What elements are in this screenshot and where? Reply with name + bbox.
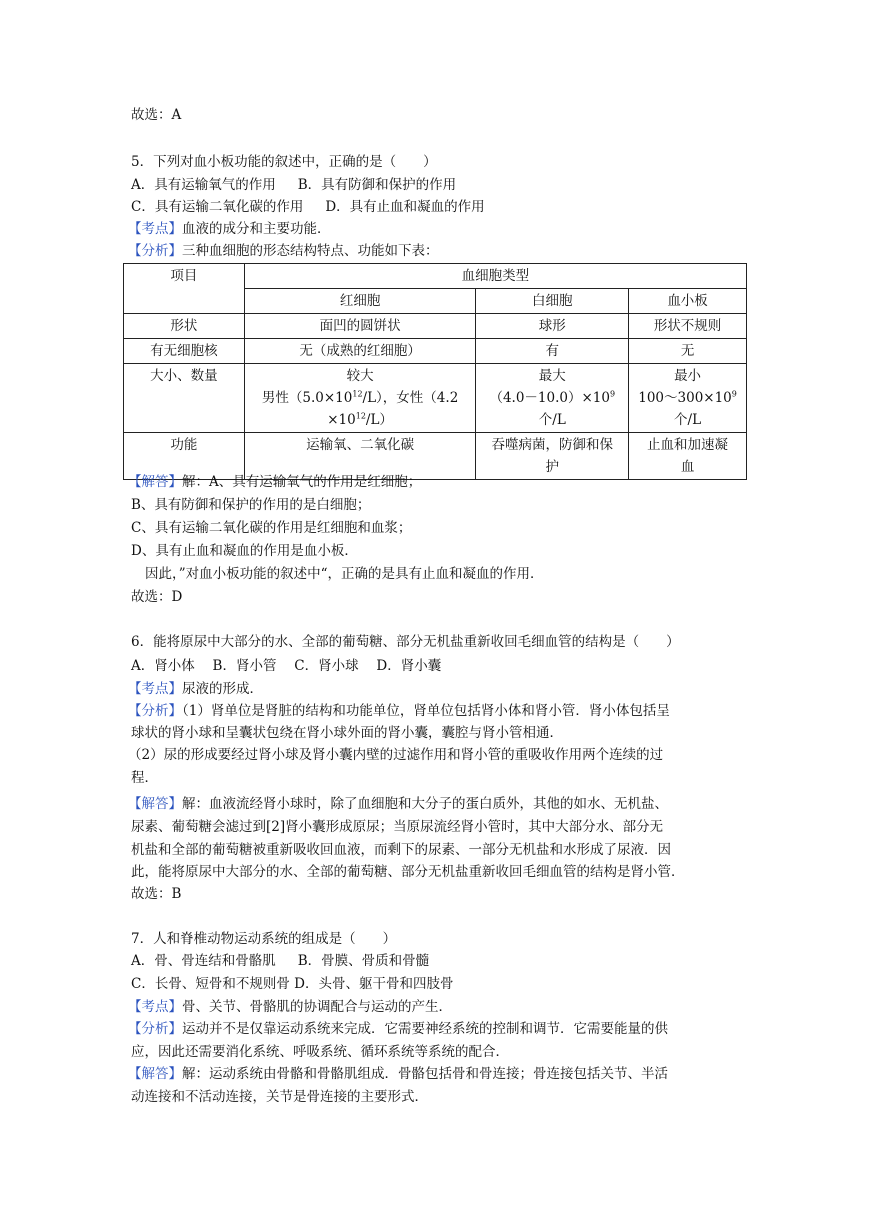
cell-line bbox=[478, 387, 626, 409]
kaodian-tag: 【考点】 bbox=[128, 999, 182, 1015]
q7-options-cd: C．长骨、短骨和不规则骨 D．头骨、躯干骨和四肢骨 bbox=[131, 976, 454, 992]
cell-text: 男性（5.0×10 bbox=[261, 390, 353, 406]
superscript: 9 bbox=[609, 389, 616, 399]
q6-jieda-line: 此，能将原尿中大部分的水、全部的葡萄糖、部分无机盐重新收回毛细血管的结构是肾小管． bbox=[131, 864, 685, 880]
q6-jieda-text: 解：血液流经肾小球时，除了血细胞和大分子的蛋白质外，其他的如水、无机盐、 bbox=[182, 796, 668, 812]
cell-line: 个/L bbox=[538, 412, 566, 428]
kaodian-tag: 【考点】 bbox=[128, 221, 182, 237]
table-header-item: 项目 bbox=[124, 264, 245, 314]
q6-answer: 故选：B bbox=[131, 886, 182, 902]
table-row bbox=[124, 264, 747, 289]
superscript: 12 bbox=[355, 411, 366, 421]
q6-jieda-line: 尿素、葡萄糖会滤过到[2]肾小囊形成原尿；当原尿流经肾小管时，其中大部分水、部分无 bbox=[131, 819, 664, 835]
cell-line: 最小 bbox=[674, 368, 702, 384]
q7-fenxi-text: 运动并不是仅靠运动系统来完成．它需要神经系统的控制和调节．它需要能量的供 bbox=[182, 1021, 668, 1037]
q7-jieda bbox=[128, 1064, 668, 1084]
jieda-tag: 【解答】 bbox=[128, 1066, 182, 1082]
q7-options-ab bbox=[131, 951, 429, 971]
cell-text: /L），女性（4.2 bbox=[362, 390, 459, 406]
q6-jieda bbox=[128, 794, 668, 814]
table-cell: 有无细胞核 bbox=[124, 339, 245, 364]
cell-text: （4.0－10.0）×10 bbox=[489, 390, 610, 406]
table-cell: 运输氧、二氧化碳 bbox=[244, 433, 476, 480]
jieda-tag: 【解答】 bbox=[128, 474, 182, 490]
q7-jieda-text: 解：运动系统由骨骼和骨骼肌组成．骨骼包括骨和骨连接；骨连接包括关节、半活 bbox=[182, 1066, 668, 1082]
q6-jieda-line: 机盐和全部的葡萄糖被重新吸收回血液，而剩下的尿素、一部分无机盐和水形成了尿液．因 bbox=[131, 842, 671, 858]
table-cell: 球形 bbox=[476, 314, 629, 339]
q5-jieda-text: 解：A、具有运输氧气的作用是红细胞； bbox=[182, 474, 422, 490]
q7-fenxi-line: 应，因此还需要消化系统、呼吸系统、循环系统等系统的配合． bbox=[131, 1044, 509, 1060]
q5-option-b: B．具有防御和保护的作用 bbox=[297, 177, 457, 193]
table-row bbox=[124, 339, 747, 364]
q5-option-a: A．具有运输氧气的作用 bbox=[131, 177, 276, 193]
cell-line: 护 bbox=[545, 459, 560, 475]
table-cell: 无（成熟的红细胞） bbox=[244, 339, 476, 364]
table-cell bbox=[629, 433, 747, 480]
cell-line bbox=[247, 409, 474, 431]
q6-stem: 6．能将原尿中大部分的水、全部的葡萄糖、部分无机盐重新收回毛细血管的结构是（ ） bbox=[131, 634, 680, 650]
q7-stem: 7．人和脊椎动物运动系统的组成是（ ） bbox=[131, 931, 397, 947]
table-header-rbc: 红细胞 bbox=[244, 289, 476, 314]
q7-option-a: A．骨、骨连结和骨骼肌 bbox=[131, 953, 276, 969]
cell-text: 100～300×10 bbox=[638, 390, 732, 406]
q5-kaodian bbox=[128, 219, 331, 239]
q5-fenxi-text: 三种血细胞的形态结构特点、功能如下表： bbox=[182, 243, 439, 259]
q5-jieda-line: C、具有运输二氧化碳的作用是红细胞和血浆； bbox=[131, 520, 412, 536]
table-cell bbox=[476, 433, 629, 480]
table-header-type: 血细胞类型 bbox=[244, 264, 746, 289]
q6-fenxi-line: 程． bbox=[131, 770, 158, 786]
table-header-plt: 血小板 bbox=[629, 289, 747, 314]
q5-kaodian-text: 血液的成分和主要功能． bbox=[182, 221, 331, 237]
jieda-tag: 【解答】 bbox=[128, 796, 182, 812]
fenxi-tag: 【分析】 bbox=[128, 703, 182, 719]
fenxi-tag: 【分析】 bbox=[128, 1021, 182, 1037]
blood-cell-table bbox=[123, 263, 747, 480]
table-header-wbc: 白细胞 bbox=[476, 289, 629, 314]
cell-text: ×10 bbox=[327, 412, 356, 428]
q5-jieda-line: D、具有止血和凝血的作用是血小板． bbox=[131, 543, 358, 559]
table-row bbox=[124, 314, 747, 339]
table-cell bbox=[476, 364, 629, 433]
table-row bbox=[124, 364, 747, 433]
q5-jieda-line: 因此，”对血小板功能的叙述中“，正确的是具有止血和凝血的作用． bbox=[145, 566, 544, 582]
q6-kaodian-text: 尿液的形成． bbox=[182, 681, 263, 697]
table-cell bbox=[629, 364, 747, 433]
q5-option-d: D．具有止血和凝血的作用 bbox=[325, 199, 485, 215]
q5-answer: 故选：D bbox=[131, 589, 183, 605]
q7-kaodian bbox=[128, 997, 452, 1017]
fenxi-tag: 【分析】 bbox=[128, 243, 182, 259]
q6-fenxi-line: （2）尿的形成要经过肾小球及肾小囊内壁的过滤作用和肾小管的重吸收作用两个连续的过 bbox=[128, 747, 664, 763]
cell-line: 止血和加速凝 bbox=[647, 437, 729, 453]
q6-fenxi-text: （1）肾单位是肾脏的结构和功能单位，肾单位包括肾小体和肾小管．肾小体包括呈 bbox=[182, 703, 670, 719]
q6-fenxi-line: 球状的肾小球和呈囊状包绕在肾小球外面的肾小囊，囊腔与肾小管相通． bbox=[131, 725, 563, 741]
q5-options-ab bbox=[131, 175, 456, 195]
cell-line bbox=[247, 387, 474, 409]
q7-fenxi bbox=[128, 1019, 668, 1039]
table-cell: 无 bbox=[629, 339, 747, 364]
q5-jieda bbox=[128, 472, 421, 492]
superscript: 12 bbox=[352, 389, 363, 399]
q5-fenxi bbox=[128, 241, 439, 261]
table-cell: 有 bbox=[476, 339, 629, 364]
q7-option-b: B．骨膜、骨质和骨髓 bbox=[297, 953, 430, 969]
table-cell: 形状不规则 bbox=[629, 314, 747, 339]
cell-line: 最大 bbox=[538, 368, 566, 384]
cell-line: 血 bbox=[680, 459, 695, 475]
q6-fenxi bbox=[128, 701, 670, 721]
cell-line: 吞噬病菌，防御和保 bbox=[491, 437, 614, 453]
q6-options: A．肾小体 B．肾小管 C．肾小球 D．肾小囊 bbox=[131, 658, 442, 674]
cell-line: 个/L bbox=[674, 412, 702, 428]
q5-jieda-line: B、具有防御和保护的作用的是白细胞； bbox=[131, 497, 371, 513]
table-cell: 大小、数量 bbox=[124, 364, 245, 433]
table-cell: 形状 bbox=[124, 314, 245, 339]
kaodian-tag: 【考点】 bbox=[128, 681, 182, 697]
table-cell: 面凹的圆饼状 bbox=[244, 314, 476, 339]
cell-text: /L） bbox=[365, 412, 393, 428]
q7-kaodian-text: 骨、关节、骨骼肌的协调配合与运动的产生． bbox=[182, 999, 452, 1015]
cell-line: 较大 bbox=[346, 368, 374, 384]
q7-jieda-line: 动连接和不活动连接，关节是骨连接的主要形式． bbox=[131, 1089, 428, 1105]
cell-line bbox=[631, 387, 744, 409]
q4-answer: 故选：A bbox=[131, 107, 182, 123]
superscript: 9 bbox=[731, 389, 737, 399]
table-cell: 功能 bbox=[124, 433, 245, 480]
table-cell bbox=[244, 364, 476, 433]
q5-options-cd bbox=[131, 197, 485, 217]
q6-kaodian bbox=[128, 679, 263, 699]
q5-option-c: C．具有运输二氧化碳的作用 bbox=[131, 199, 304, 215]
q5-stem: 5．下列对血小板功能的叙述中，正确的是（ ） bbox=[131, 154, 437, 170]
